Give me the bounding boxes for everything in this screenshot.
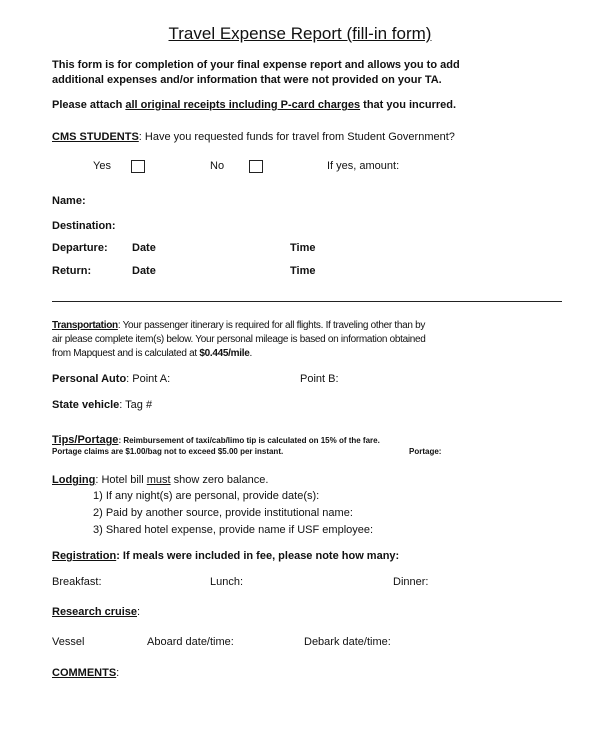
aboard-label: Aboard date/time: (147, 636, 234, 648)
tips-line-1 (52, 430, 380, 448)
transportation-text-1: : Your passenger itinerary is required for all flights. If traveling other than by (117, 320, 426, 331)
lodging-text-post: show zero balance. (170, 474, 269, 486)
transportation-text-3-end: . (249, 348, 252, 359)
tag-label: : Tag # (119, 399, 153, 411)
lodging-must: must (146, 474, 171, 486)
destination-label: Destination: (52, 220, 116, 232)
departure-time-label: Time (290, 242, 316, 254)
state-vehicle-label: State vehicle (52, 399, 120, 411)
transportation-line-2: air please complete item(s) below. Your personal mileage is based on information obtained (52, 334, 426, 345)
return-label: Return: (52, 265, 92, 277)
no-checkbox[interactable] (249, 160, 263, 173)
debark-label: Debark date/time: (304, 636, 391, 648)
lodging-item-3: 3) Shared hotel expense, provide name if USF employee: (93, 524, 374, 536)
transportation-line-1 (52, 320, 425, 331)
registration-text: : If meals were included in fee, please note how many: (116, 550, 400, 562)
comments-label: COMMENTS (52, 667, 117, 679)
lunch-label: Lunch: (210, 576, 244, 588)
cms-students-question (52, 131, 455, 143)
research-cruise-row (52, 606, 140, 618)
dinner-label: Dinner: (393, 576, 429, 588)
registration-label: Registration (52, 550, 117, 562)
intro-line-2: additional expenses and/or information that were not provided on your TA. (52, 74, 442, 86)
mileage-rate: $0.445/mile (199, 348, 250, 359)
attach-prefix: Please attach (52, 99, 126, 111)
point-a-label: : Point A: (126, 373, 171, 385)
personal-auto-label: Personal Auto (52, 373, 127, 385)
vessel-label: Vessel (52, 636, 85, 648)
comments-row (52, 667, 119, 679)
return-date-label: Date (132, 265, 156, 277)
lodging-label: Lodging (52, 474, 96, 486)
tips-portage-label: Tips/Portage (52, 434, 119, 446)
lodging-item-2: 2) Paid by another source, provide institutional name: (93, 507, 353, 519)
departure-date-label: Date (132, 242, 156, 254)
transportation-label: Transportation (52, 320, 118, 331)
comments-colon: : (116, 667, 120, 679)
intro-line-1: This form is for completion of your final expense report and allows you to add (52, 59, 460, 71)
no-label: No (210, 160, 225, 172)
transportation-text-3: from Mapquest and is calculated at (52, 348, 200, 359)
yes-checkbox[interactable] (131, 160, 145, 173)
tips-text-1: : Reimbursement of taxi/cab/limo tip is calculated on 15% of the fare. (118, 436, 380, 445)
research-cruise-label: Research cruise (52, 606, 137, 618)
transportation-line-3 (52, 348, 252, 359)
point-b-label: Point B: (300, 373, 339, 385)
portage-claims-text: Portage claims are $1.00/bag not to exceed $5.00 per instant. (52, 447, 284, 456)
personal-auto-row (52, 373, 170, 385)
return-time-label: Time (290, 265, 316, 277)
lodging-row (52, 474, 268, 486)
amount-label: If yes, amount: (327, 160, 400, 172)
name-label: Name: (52, 195, 86, 207)
portage-label: Portage: (409, 447, 442, 456)
state-vehicle-row (52, 399, 152, 411)
departure-label: Departure: (52, 242, 108, 254)
attach-instruction (52, 99, 456, 111)
breakfast-label: Breakfast: (52, 576, 102, 588)
attach-suffix: that you incurred. (360, 99, 457, 111)
attach-receipts-note: all original receipts including P-card charges (125, 99, 361, 111)
section-divider (52, 301, 562, 302)
cms-question-text: : Have you requested funds for travel from Student Government? (138, 131, 455, 143)
lodging-text-pre: : Hotel bill (95, 474, 147, 486)
registration-row (52, 550, 399, 562)
lodging-item-1: 1) If any night(s) are personal, provide date(s): (93, 490, 320, 502)
form-title: Travel Expense Report (fill-in form) (168, 24, 432, 43)
research-colon: : (137, 606, 141, 618)
yes-label: Yes (93, 160, 111, 172)
cms-students-label: CMS STUDENTS (52, 131, 139, 143)
